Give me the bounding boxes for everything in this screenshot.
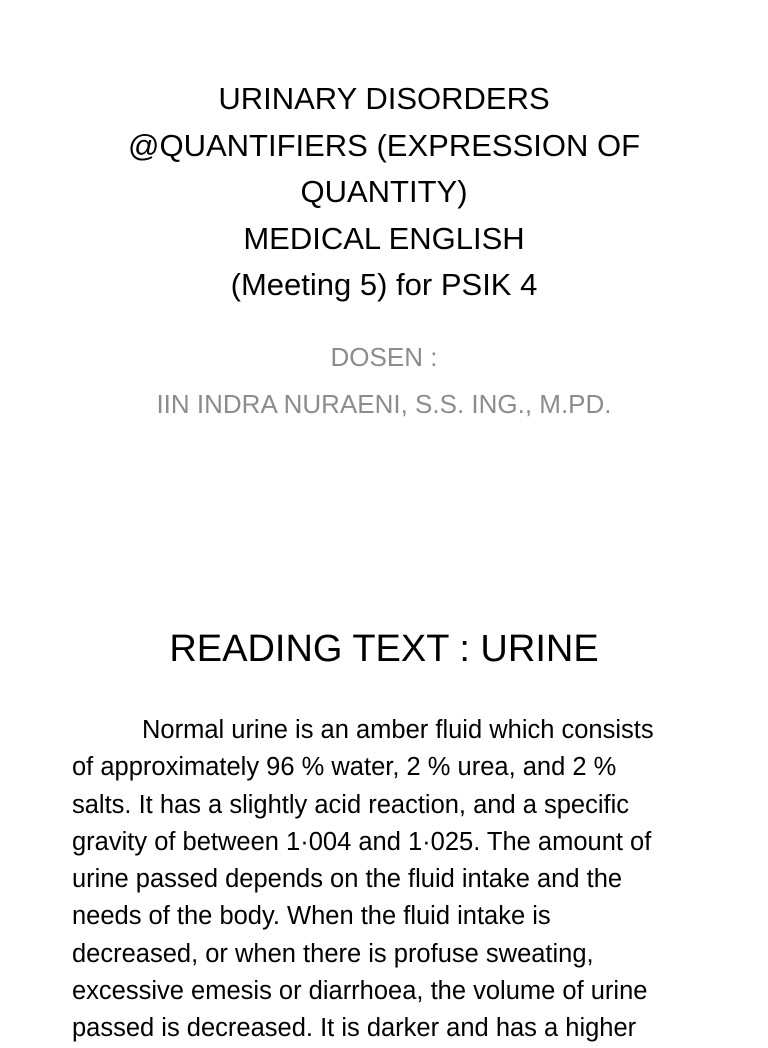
subtitle-line: DOSEN : — [330, 342, 438, 372]
body-line: needs of the body. When the fluid intake is — [72, 902, 551, 931]
title-line: URINARY DISORDERS — [218, 81, 550, 116]
body-line-wrapper — [72, 712, 732, 749]
body-line: urine passed depends on the fluid intake and the — [72, 865, 623, 894]
reading-body — [72, 712, 732, 1048]
body-line: passed is decreased. It is darker and has a higher — [72, 1014, 637, 1043]
title-slide — [0, 0, 768, 520]
body-line: Normal urine is an amber fluid which consists — [142, 716, 654, 744]
title-line: @QUANTIFIERS (EXPRESSION OF — [127, 127, 641, 163]
slide-title — [84, 76, 684, 309]
title-line: MEDICAL ENGLISH — [243, 220, 525, 256]
reading-title: READING TEXT : URINE — [169, 628, 599, 670]
body-line: decreased, or when there is profuse sweating, — [72, 939, 594, 968]
reading-slide — [0, 600, 768, 1043]
subtitle-line: IIN INDRA NURAENI, S.S. ING., M.PD. — [156, 389, 612, 419]
title-line: (Meeting 5) for PSIK 4 — [230, 267, 538, 302]
body-line: salts. It has a slightly acid reaction, and a specific — [72, 790, 630, 819]
title-line: QUANTITY) — [300, 174, 468, 209]
body-line: gravity of between 1·004 and 1·025. The amount of — [72, 827, 652, 856]
slide-subtitle — [84, 334, 684, 428]
body-line: excessive emesis or diarrhoea, the volume of urine — [72, 977, 648, 1006]
body-line: of approximately 96 % water, 2 % urea, and 2 % — [72, 753, 617, 782]
